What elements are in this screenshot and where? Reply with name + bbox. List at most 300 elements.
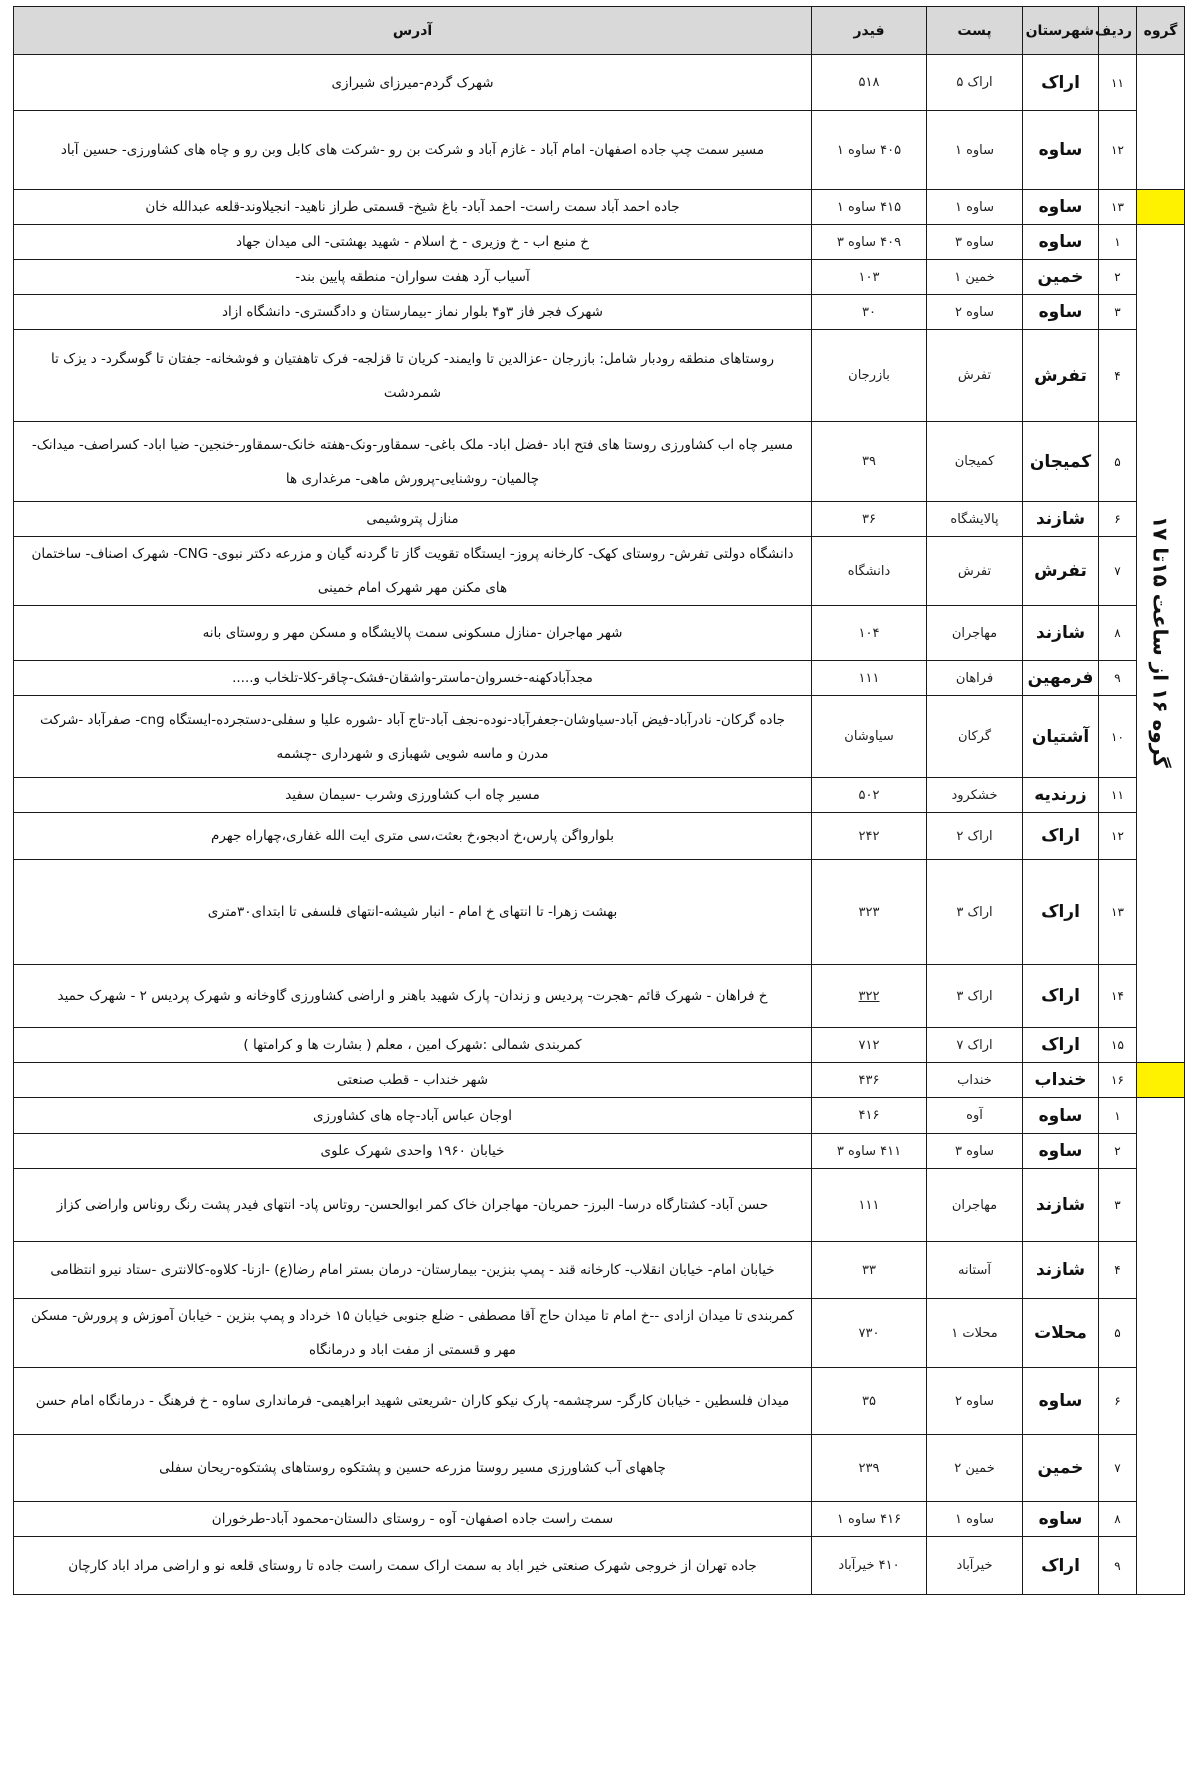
table-body — [14, 55, 1185, 1595]
feeder-text: ۴۰۹ ساوه ۳ — [836, 234, 902, 250]
row-number-text: ۱۰ — [1111, 729, 1124, 744]
row-number-text: ۱۱ — [1111, 75, 1124, 90]
city-text: ساوه — [1038, 1509, 1083, 1529]
address-cell — [14, 661, 812, 696]
row-number-text: ۱ — [1114, 235, 1121, 249]
post-cell — [927, 330, 1023, 422]
post-cell — [927, 1537, 1023, 1595]
city-cell — [1023, 696, 1099, 778]
city-cell — [1023, 1435, 1099, 1502]
city-text: زرندیه — [1034, 785, 1087, 805]
row-number-text: ۶ — [1114, 512, 1121, 526]
row-number-text: ۱۵ — [1111, 1038, 1124, 1052]
city-text: خمین — [1037, 267, 1084, 287]
row-number-cell — [1099, 1368, 1137, 1435]
post-text: مهاجران — [951, 1197, 998, 1213]
city-cell — [1023, 1368, 1099, 1435]
row-number-cell — [1099, 55, 1137, 111]
address-text: مسیر سمت چپ جاده اصفهان- امام آباد - غازم آباد و شرکت بن رو -شرکت های کابل وبن رو و چاه های کشاورزی- حسین آباد — [60, 142, 765, 158]
feeder-text: ۳۳ — [862, 1262, 876, 1278]
post-text: خمین ۲ — [954, 1460, 995, 1476]
table-row — [14, 1169, 1185, 1242]
header-address: آدرس — [14, 7, 812, 55]
address-text: خیابان امام- خیابان انقلاب- کارخانه قند - پمپ بنزین- بیمارستان- درمان بستر امام رضا(ع) -ازنا- کلاوه-کالانتری -ستاد نیرو انتظامی — [50, 1262, 775, 1278]
feeder-text: ۴۱۱ ساوه ۳ — [836, 1143, 902, 1159]
address-text: بلوارواگن پارس،خ ادبجو،خ بعثت،سی متری ایت الله غفاری،چهاراه جهرم — [210, 828, 615, 844]
address-text: جاده احمد آباد سمت راست- احمد آباد- باغ شیخ- قسمتی طراز ناهید- انجیلاوند-قلعه عبدالله خان — [145, 199, 680, 215]
table-row — [14, 190, 1185, 225]
address-text: روستاهای منطقه رودبار شامل: بازرجان -عزالدین تا وایمند- کریان تا قزلجه- فرک تاهفتیان و فوشخانه- جفتان تا گوسگرد- د یزک تا شمردشت — [51, 350, 774, 401]
address-text: جاده گرکان- نادرآباد-فیض آباد-سیاوشان-جعفرآباد-نوده-نجف آباد-تاج آباد -شوره علیا و سفلی-دستجرده-ایستگاه cng- صفرآباد -شرکت مدرن و ماسه شویی شهبازی و شهرداری -چشمه — [39, 711, 786, 762]
address-cell — [14, 422, 812, 502]
row-number-cell — [1099, 778, 1137, 813]
city-text: اراک — [1041, 902, 1080, 922]
row-number-text: ۳ — [1114, 1198, 1121, 1212]
city-text: محلات — [1034, 1323, 1087, 1343]
feeder-cell — [812, 1098, 927, 1134]
feeder-cell — [812, 1299, 927, 1368]
city-cell — [1023, 190, 1099, 225]
feeder-text: ۳۹ — [862, 454, 876, 469]
address-text: سمت راست جاده اصفهان- آوه - روستای دالستان-محمود آباد-طرخوران — [211, 1511, 614, 1527]
feeder-text: ۱۰۴ — [858, 625, 880, 641]
row-number-text: ۱۳ — [1111, 905, 1124, 919]
table-row — [14, 1435, 1185, 1502]
address-cell — [14, 1134, 812, 1169]
city-cell — [1023, 295, 1099, 330]
feeder-cell — [812, 330, 927, 422]
address-cell — [14, 1502, 812, 1537]
address-text: شهرک گردم-میرزای شیرازی — [331, 74, 494, 91]
row-number-text: ۸ — [1114, 1512, 1121, 1526]
feeder-text: ۳۲۲ — [858, 988, 880, 1004]
feeder-text: بازرجان — [848, 368, 890, 383]
post-cell — [927, 778, 1023, 813]
city-text: ساوه — [1038, 1141, 1083, 1161]
row-number-cell — [1099, 1502, 1137, 1537]
row-number-text: ۱۶ — [1111, 1073, 1124, 1087]
row-number-text: ۴ — [1114, 368, 1121, 383]
row-number-text: ۹ — [1114, 1558, 1121, 1573]
post-cell — [927, 1063, 1023, 1098]
row-number-cell — [1099, 225, 1137, 260]
post-text: ساوه ۳ — [954, 234, 995, 250]
post-text: پالایشگاه — [950, 511, 999, 527]
address-cell — [14, 1435, 812, 1502]
city-cell — [1023, 860, 1099, 965]
table-row — [14, 537, 1185, 606]
feeder-cell — [812, 606, 927, 661]
address-text: منازل پتروشیمی — [366, 511, 459, 527]
header-group: گروه — [1137, 7, 1185, 55]
table-row — [14, 1242, 1185, 1299]
post-text: اراک ۷ — [956, 1037, 993, 1053]
post-cell — [927, 1242, 1023, 1299]
feeder-text: ۳۶ — [862, 511, 876, 527]
feeder-text: ۲۴۲ — [858, 828, 880, 844]
post-cell — [927, 55, 1023, 111]
post-text: آستانه — [958, 1262, 991, 1278]
post-cell — [927, 606, 1023, 661]
table-row — [14, 225, 1185, 260]
city-text: ساوه — [1038, 302, 1083, 322]
table-row — [14, 1502, 1185, 1537]
post-text: خشکرود — [951, 787, 998, 803]
feeder-text: ۵۱۸ — [858, 75, 880, 90]
feeder-text: سیاوشان — [844, 729, 894, 744]
feeder-cell — [812, 190, 927, 225]
post-cell — [927, 1368, 1023, 1435]
post-text: مهاجران — [951, 625, 998, 641]
row-number-text: ۲ — [1114, 270, 1121, 284]
post-cell — [927, 502, 1023, 537]
address-text: خ منبع اب - خ وزیری - خ اسلام - شهید بهشتی- الی میدان جهاد — [236, 234, 589, 250]
post-text: محلات ۱ — [951, 1325, 998, 1341]
table-row — [14, 661, 1185, 696]
feeder-text: ۳۵ — [862, 1393, 876, 1409]
city-cell — [1023, 502, 1099, 537]
header-post: پست — [927, 7, 1023, 55]
post-cell — [927, 813, 1023, 860]
city-cell — [1023, 537, 1099, 606]
city-text: شازند — [1035, 623, 1086, 643]
post-text: فراهان — [955, 670, 994, 686]
row-number-cell — [1099, 1299, 1137, 1368]
city-cell — [1023, 1242, 1099, 1299]
feeder-text: ۴۱۶ ساوه ۱ — [836, 1511, 902, 1527]
city-cell — [1023, 1169, 1099, 1242]
table-row — [14, 1098, 1185, 1134]
address-cell — [14, 860, 812, 965]
city-text: اراک — [1041, 986, 1080, 1006]
row-number-cell — [1099, 295, 1137, 330]
feeder-text: ۴۳۶ — [858, 1072, 880, 1088]
city-cell — [1023, 260, 1099, 295]
row-number-cell — [1099, 965, 1137, 1028]
city-cell — [1023, 965, 1099, 1028]
city-text: خنداب — [1034, 1070, 1087, 1090]
feeder-text: ۴۰۵ ساوه ۱ — [836, 142, 902, 158]
address-cell — [14, 1368, 812, 1435]
feeder-cell — [812, 225, 927, 260]
post-cell — [927, 260, 1023, 295]
feeder-cell — [812, 422, 927, 502]
feeder-text: ۵۰۲ — [858, 787, 880, 803]
row-number-cell — [1099, 260, 1137, 295]
post-cell — [927, 111, 1023, 190]
feeder-text: ۴۱۵ ساوه ۱ — [836, 199, 902, 215]
feeder-cell — [812, 860, 927, 965]
city-text: ساوه — [1038, 232, 1083, 252]
feeder-text: ۴۱۶ — [858, 1108, 880, 1123]
address-text: دانشگاه دولتی تفرش- روستای کهک- کارخانه پروز- ایستگاه تقویت گاز تا گردنه گیان و مزرعه دکتر نبوی- CNG- شهرک اصناف- ساختمان های مکنن مهر شهرک امام خمینی — [31, 546, 794, 596]
post-cell — [927, 965, 1023, 1028]
group-cell — [1137, 55, 1185, 190]
post-text: اراک ۵ — [956, 75, 993, 90]
header-feeder: فیدر — [812, 7, 927, 55]
table-row — [14, 422, 1185, 502]
post-cell — [927, 696, 1023, 778]
post-cell — [927, 537, 1023, 606]
post-text: گرکان — [957, 729, 992, 744]
row-number-text: ۵ — [1114, 1326, 1121, 1340]
row-number-cell — [1099, 1028, 1137, 1063]
city-cell — [1023, 1502, 1099, 1537]
address-text: خیابان ۱۹۶۰ واحدی شهرک علوی — [320, 1143, 505, 1159]
row-number-text: ۲ — [1114, 1144, 1121, 1158]
row-number-text: ۷ — [1114, 564, 1121, 578]
group-highlight-cell — [1137, 1063, 1185, 1098]
address-text: آسیاب آرد هفت سواران- منطقه پایین بند- — [295, 269, 530, 285]
post-cell — [927, 190, 1023, 225]
post-text: اراک ۳ — [956, 988, 993, 1004]
feeder-cell — [812, 1063, 927, 1098]
table-row — [14, 813, 1185, 860]
row-number-text: ۱۱ — [1111, 788, 1124, 802]
post-text: ساوه ۱ — [954, 199, 995, 215]
header-row-number: ردیف — [1099, 7, 1137, 55]
feeder-cell — [812, 1028, 927, 1063]
table-row — [14, 111, 1185, 190]
address-text: میدان فلسطین - خیابان کارگر- سرچشمه- پارک نیکو کاران -شریعتی شهید ابراهیمی- فرمانداری ساوه - خ فرهنگ - درمانگاه امام حسن — [35, 1393, 790, 1409]
group-label: گروه ۱۶ از ساعت ۱۵تا ۱۷ — [1148, 515, 1173, 768]
post-cell — [927, 295, 1023, 330]
feeder-cell — [812, 965, 927, 1028]
address-text: خ فراهان - شهرک قائم -هجرت- پردیس و زندان- پارک شهید باهنر و اراضی کشاورزی گاوخانه و شهرک پردیس ۲ - شهرک حمید — [57, 988, 768, 1004]
address-cell — [14, 1537, 812, 1595]
city-text: اراک — [1041, 826, 1080, 846]
feeder-cell — [812, 1435, 927, 1502]
address-cell — [14, 225, 812, 260]
post-cell — [927, 661, 1023, 696]
table-row — [14, 778, 1185, 813]
row-number-cell — [1099, 813, 1137, 860]
address-text: کمربندی تا میدان ازادی --خ امام تا میدان حاج آقا مصطفی - ضلع جنوبی خیابان ۱۵ خرداد و پمپ بنزین - خیابان آموزش و پرورش- مسکن مهر و قسمتی از مفت اباد و درمانگاه — [30, 1308, 795, 1358]
feeder-cell — [812, 111, 927, 190]
table-row — [14, 1134, 1185, 1169]
table-row — [14, 1028, 1185, 1063]
feeder-cell — [812, 537, 927, 606]
city-text: ساوه — [1038, 140, 1083, 160]
feeder-cell — [812, 778, 927, 813]
feeder-cell — [812, 1537, 927, 1595]
address-cell — [14, 1098, 812, 1134]
row-number-cell — [1099, 1537, 1137, 1595]
feeder-text: ۱۰۳ — [858, 269, 880, 285]
city-text: ساوه — [1038, 1391, 1083, 1411]
address-text: اوجان عباس آباد-چاه های کشاورزی — [312, 1107, 513, 1124]
city-text: اراک — [1041, 72, 1080, 93]
feeder-text: ۳۰ — [862, 304, 876, 320]
address-cell — [14, 1169, 812, 1242]
post-cell — [927, 1435, 1023, 1502]
post-text: تفرش — [957, 368, 992, 383]
feeder-text: ۱۱۱ — [858, 1197, 880, 1213]
post-cell — [927, 225, 1023, 260]
table-row — [14, 606, 1185, 661]
address-cell — [14, 502, 812, 537]
city-text: شازند — [1035, 1260, 1086, 1280]
address-cell — [14, 295, 812, 330]
row-number-cell — [1099, 606, 1137, 661]
table-row — [14, 965, 1185, 1028]
address-cell — [14, 778, 812, 813]
post-text: خیرآباد — [956, 1558, 993, 1573]
city-cell — [1023, 422, 1099, 502]
group-cell — [1137, 1098, 1185, 1595]
table-row — [14, 1368, 1185, 1435]
table-row — [14, 1537, 1185, 1595]
city-text: کمیجان — [1029, 451, 1092, 472]
post-text: خمین ۱ — [954, 269, 995, 285]
row-number-cell — [1099, 1098, 1137, 1134]
post-text: کمیجان — [954, 454, 995, 469]
post-cell — [927, 1169, 1023, 1242]
city-cell — [1023, 661, 1099, 696]
row-number-cell — [1099, 661, 1137, 696]
address-text: چاههای آب کشاورزی مسیر روستا مزرعه حسین و پشتکوه روستاهای پشتکوه-ریحان سفلی — [159, 1460, 666, 1476]
table-row — [14, 260, 1185, 295]
row-number-cell — [1099, 1134, 1137, 1169]
address-text: حسن آباد- کشتارگاه درسا- البرز- حمریان- مهاجران خاک کمر ابوالحسن- روتاس پاد- انتهای فیدر پشت رنگ روناس واراضی کزاز — [56, 1197, 769, 1213]
row-number-text: ۸ — [1114, 626, 1121, 640]
city-text: خمین — [1037, 1458, 1084, 1478]
feeder-text: ۴۱۰ خیرآباد — [838, 1558, 900, 1573]
feeder-text: ۷۱۲ — [858, 1037, 880, 1053]
post-text: ساوه ۲ — [954, 1393, 995, 1409]
row-number-cell — [1099, 1063, 1137, 1098]
feeder-cell — [812, 661, 927, 696]
address-text: شهرک فجر فاز ۳و۴ بلوار نماز -بیمارستان و دادگستری- دانشگاه ازاد — [222, 304, 603, 320]
city-text: ساوه — [1038, 1105, 1083, 1126]
city-cell — [1023, 111, 1099, 190]
post-cell — [927, 422, 1023, 502]
post-cell — [927, 1134, 1023, 1169]
post-cell — [927, 1299, 1023, 1368]
table-row — [14, 55, 1185, 111]
address-text: جاده تهران از خروجی شهرک صنعتی خیر اباد به سمت اراک سمت راست جاده تا روستای قلعه نو و اراضی مراد اباد کارچان — [68, 1557, 757, 1574]
city-text: شازند — [1035, 509, 1086, 529]
post-text: اراک ۲ — [956, 828, 993, 844]
address-cell — [14, 260, 812, 295]
feeder-cell — [812, 1134, 927, 1169]
row-number-cell — [1099, 1242, 1137, 1299]
feeder-cell — [812, 502, 927, 537]
address-cell — [14, 813, 812, 860]
table-row — [14, 330, 1185, 422]
address-cell — [14, 111, 812, 190]
row-number-cell — [1099, 1169, 1137, 1242]
post-text: تفرش — [957, 563, 992, 579]
feeder-cell — [812, 260, 927, 295]
city-text: اراک — [1041, 1035, 1080, 1055]
row-number-text: ۷ — [1114, 1461, 1121, 1475]
city-cell — [1023, 225, 1099, 260]
row-number-text: ۱۴ — [1111, 989, 1124, 1003]
city-text: آشتیان — [1031, 726, 1090, 747]
row-number-cell — [1099, 1435, 1137, 1502]
outage-table — [13, 6, 1185, 1595]
address-cell — [14, 190, 812, 225]
row-number-text: ۳ — [1114, 305, 1121, 319]
feeder-cell — [812, 55, 927, 111]
row-number-cell — [1099, 537, 1137, 606]
feeder-cell — [812, 1368, 927, 1435]
address-cell — [14, 1299, 812, 1368]
post-cell — [927, 1028, 1023, 1063]
table-row — [14, 696, 1185, 778]
feeder-text: ۱۱۱ — [858, 670, 880, 686]
header-city: شهرستان — [1023, 7, 1099, 55]
city-cell — [1023, 1134, 1099, 1169]
address-text: بهشت زهرا- تا انتهای خ امام - انبار شیشه-انتهای فلسفی تا ابتدای۳۰متری — [207, 904, 618, 920]
group-cell — [1137, 225, 1185, 1063]
feeder-text: ۷۳۰ — [858, 1325, 880, 1341]
row-number-cell — [1099, 860, 1137, 965]
city-text: تفرش — [1034, 561, 1087, 581]
row-number-text: ۱۲ — [1111, 829, 1124, 843]
row-number-cell — [1099, 330, 1137, 422]
feeder-cell — [812, 696, 927, 778]
feeder-text: ۳۲۳ — [858, 904, 880, 920]
post-cell — [927, 860, 1023, 965]
post-text: خنداب — [957, 1072, 992, 1088]
feeder-text: ۲۳۹ — [858, 1460, 880, 1476]
city-cell — [1023, 1063, 1099, 1098]
row-number-text: ۱۲ — [1111, 143, 1124, 157]
city-text: اراک — [1041, 1555, 1080, 1576]
address-cell — [14, 330, 812, 422]
city-cell — [1023, 813, 1099, 860]
city-cell — [1023, 1028, 1099, 1063]
header-row — [14, 7, 1185, 55]
row-number-cell — [1099, 190, 1137, 225]
city-text: فرمهین — [1027, 668, 1094, 688]
row-number-cell — [1099, 422, 1137, 502]
post-text: ساوه ۱ — [954, 142, 995, 158]
city-cell — [1023, 1299, 1099, 1368]
address-cell — [14, 965, 812, 1028]
address-cell — [14, 1242, 812, 1299]
address-text: شهر خنداب - قطب صنعتی — [336, 1072, 489, 1088]
row-number-text: ۹ — [1114, 671, 1121, 685]
address-text: مسیر چاه اب کشاورزی روستا های فتح اباد -فضل اباد- ملک باغی- سمقاور-ونک-هفته خانک-سمقاور-خنجین- ضیا اباد- کسراصف- میدانک-چالمیان- روشنایی-پرورش ماهی- مرغداری ها — [31, 436, 794, 487]
address-text: کمربندی شمالی :شهرک امین ، معلم ( بشارت ها و کرامتها ) — [243, 1037, 582, 1053]
feeder-cell — [812, 1169, 927, 1242]
address-cell — [14, 696, 812, 778]
row-number-text: ۶ — [1114, 1394, 1121, 1408]
row-number-cell — [1099, 696, 1137, 778]
post-text: ساوه ۳ — [954, 1143, 995, 1159]
table-row — [14, 295, 1185, 330]
post-text: ساوه ۲ — [954, 304, 995, 320]
feeder-cell — [812, 295, 927, 330]
city-cell — [1023, 55, 1099, 111]
address-text: مجدآبادکهنه-خسروان-ماستر-واشقان-فشک-چاقر-کلا-تلخاب و..... — [232, 670, 593, 686]
feeder-text: دانشگاه — [847, 563, 891, 579]
table-row — [14, 860, 1185, 965]
post-text: اراک ۳ — [956, 904, 993, 920]
feeder-cell — [812, 813, 927, 860]
post-cell — [927, 1098, 1023, 1134]
feeder-cell — [812, 1242, 927, 1299]
city-cell — [1023, 606, 1099, 661]
address-text: شهر مهاجران -منازل مسکونی سمت پالایشگاه و مسکن مهر و روستای بانه — [202, 625, 623, 641]
row-number-cell — [1099, 502, 1137, 537]
city-text: شازند — [1035, 1195, 1086, 1215]
city-text: تفرش — [1034, 365, 1087, 386]
address-text: مسیر چاه اب کشاورزی وشرب -سیمان سفید — [285, 787, 540, 803]
